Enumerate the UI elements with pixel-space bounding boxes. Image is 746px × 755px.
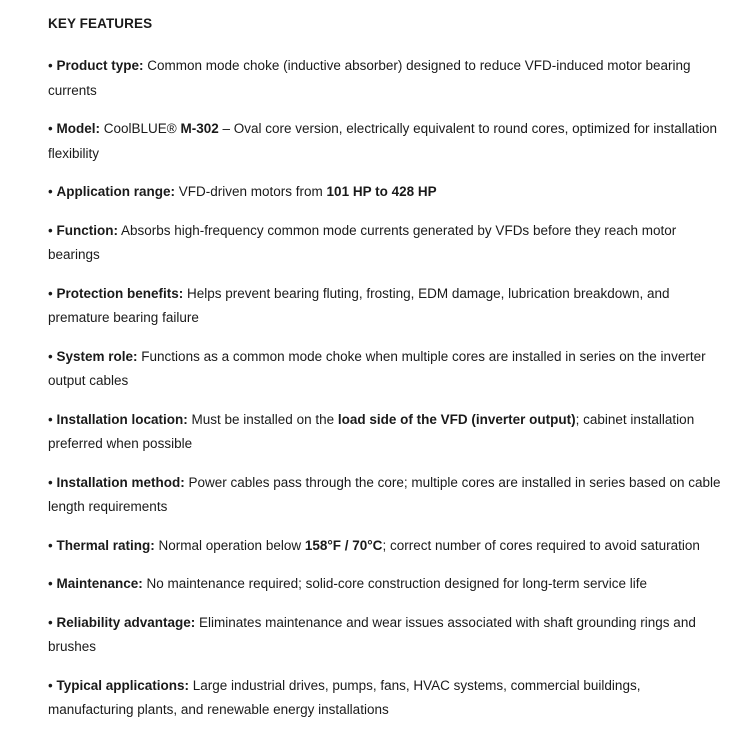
- feature-label: Product type:: [56, 58, 144, 73]
- bullet-icon: •: [48, 222, 53, 238]
- feature-item: [48, 219, 726, 268]
- feature-item: [48, 611, 726, 660]
- bullet-icon: •: [48, 121, 53, 136]
- feature-text: Common mode choke (inductive absorber) designed to reduce VFD-induced motor bearing currents: [48, 58, 691, 98]
- feature-label: Reliability advantage:: [56, 614, 196, 630]
- feature-text: Normal operation below: [154, 537, 305, 553]
- feature-text: ; correct number of cores required to avoid saturation: [382, 537, 700, 553]
- feature-text: ; cabinet installation preferred when possible: [48, 411, 695, 451]
- feature-label: Thermal rating:: [56, 537, 155, 553]
- feature-text: CoolBLUE®: [100, 121, 181, 136]
- key-features-list: [48, 54, 726, 723]
- feature-label: Typical applications:: [56, 677, 190, 693]
- bullet-icon: •: [48, 677, 53, 693]
- feature-item: [48, 408, 726, 457]
- feature-item: [48, 180, 726, 205]
- feature-label: Installation method:: [56, 474, 185, 490]
- feature-text: Helps prevent bearing fluting, frosting, EDM damage, lubrication breakdown, and premature bearing failure: [48, 285, 670, 325]
- feature-item: [48, 117, 726, 166]
- feature-text: Eliminates maintenance and wear issues associated with shaft grounding rings and brushes: [48, 614, 696, 654]
- feature-item: [48, 674, 726, 723]
- bullet-icon: •: [48, 184, 53, 199]
- feature-label: Protection benefits:: [56, 285, 184, 301]
- feature-emphasis: load side of the VFD (inverter output): [337, 411, 576, 427]
- feature-label: Model:: [56, 121, 100, 136]
- feature-text: VFD-driven motors from: [175, 184, 327, 199]
- feature-text: No maintenance required; solid-core construction designed for long-term service life: [142, 576, 648, 591]
- feature-item: [48, 282, 726, 331]
- feature-text: Large industrial drives, pumps, fans, HVAC systems, commercial buildings, manufacturing plants, and renewable energy installations: [48, 677, 641, 717]
- feature-item: [48, 345, 726, 394]
- feature-label: System role:: [56, 348, 138, 364]
- feature-item: [48, 534, 726, 559]
- feature-emphasis: M-302: [180, 121, 219, 136]
- feature-text: Must be installed on the: [187, 411, 338, 427]
- feature-item: [48, 54, 726, 103]
- bullet-icon: •: [48, 474, 53, 490]
- feature-text: – Oval core version, electrically equivalent to round cores, optimized for installation flexibility: [48, 121, 717, 161]
- feature-label: Function:: [56, 222, 118, 238]
- bullet-icon: •: [48, 614, 53, 630]
- bullet-icon: •: [48, 58, 53, 73]
- section-heading: KEY FEATURES: [48, 16, 153, 31]
- feature-emphasis: 101 HP to 428 HP: [326, 184, 437, 199]
- bullet-icon: •: [48, 537, 53, 553]
- feature-text: Absorbs high-frequency common mode currents generated by VFDs before they reach motor bearings: [48, 222, 677, 262]
- feature-item: [48, 471, 726, 520]
- feature-text: Power cables pass through the core; multiple cores are installed in series based on cable length requirements: [48, 474, 721, 514]
- bullet-icon: •: [48, 285, 53, 301]
- feature-emphasis: 158°F / 70°C: [304, 537, 383, 553]
- bullet-icon: •: [48, 576, 53, 591]
- feature-label: Maintenance:: [56, 576, 143, 591]
- feature-text: Functions as a common mode choke when multiple cores are installed in series on the inverter output cables: [48, 348, 706, 388]
- feature-label: Installation location:: [56, 411, 188, 427]
- bullet-icon: •: [48, 348, 53, 364]
- feature-label: Application range:: [56, 184, 176, 199]
- feature-item: [48, 572, 726, 597]
- bullet-icon: •: [48, 411, 53, 427]
